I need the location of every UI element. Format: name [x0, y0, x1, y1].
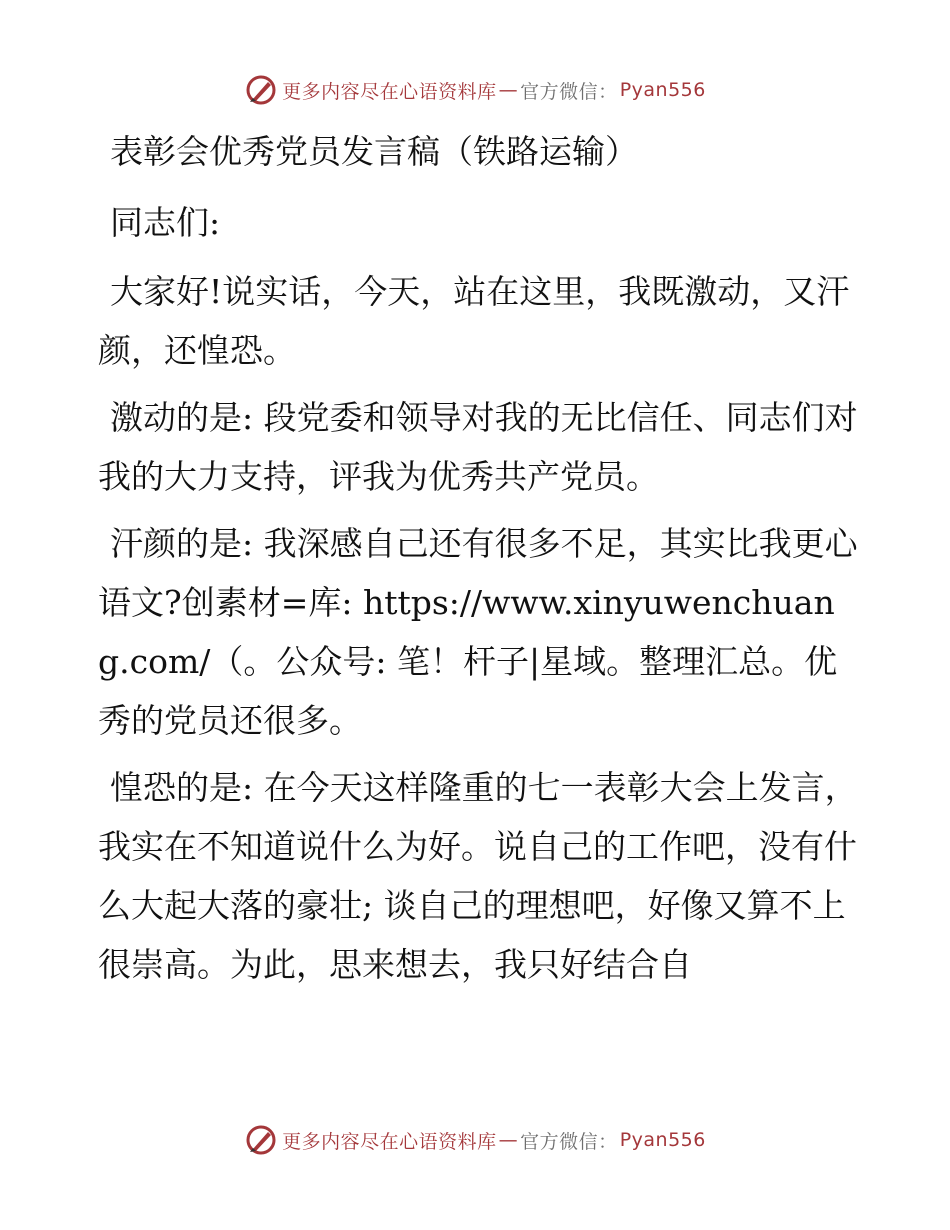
banner-wechat-label: 官方微信：	[520, 80, 618, 103]
document-greeting: 同志们:	[110, 203, 221, 242]
banner-main-text: 更多内容尽在心语资料库	[282, 80, 497, 103]
paragraph-4: 惶恐的是: 在今天这样隆重的七一表彰大会上发言，我实在不知道说什么为好。说自己的工作吧，没有什么大起大落的豪壮; 谈自己的理想吧，好像又算不上很崇高。为此，思来想去，我只好结合自	[98, 768, 858, 984]
banner-wechat-label: 官方微信：	[520, 1130, 618, 1153]
paragraph-1: 大家好!说实话，今天，站在这里，我既激动，又汗颜，还惶恐。	[98, 272, 850, 370]
banner-wechat-id: Pyan556	[619, 79, 706, 101]
header-watermark-banner	[0, 70, 950, 110]
document-title: 表彰会优秀党员发言稿（铁路运输）	[110, 132, 638, 171]
banner-dash: —	[498, 79, 519, 101]
paragraph-2: 激动的是: 段党委和领导对我的无比信任、同志们对我的大力支持，评我为优秀共产党员。	[98, 398, 858, 496]
quill-logo-icon	[244, 73, 278, 107]
footer-watermark-banner	[0, 1120, 950, 1160]
quill-logo-icon	[244, 1123, 278, 1157]
banner-dash: —	[498, 1129, 519, 1151]
document-body	[98, 122, 858, 1002]
banner-main-text: 更多内容尽在心语资料库	[282, 1130, 497, 1153]
banner-wechat-id: Pyan556	[619, 1129, 706, 1151]
paragraph-3: 汗颜的是: 我深感自己还有很多不足，其实比我更心语文?创素材=库: https://www.xinyuwenchuang.com/（。公众号: 笔！杆子|星域。整理汇总。优秀的党员还很多。	[98, 524, 858, 740]
